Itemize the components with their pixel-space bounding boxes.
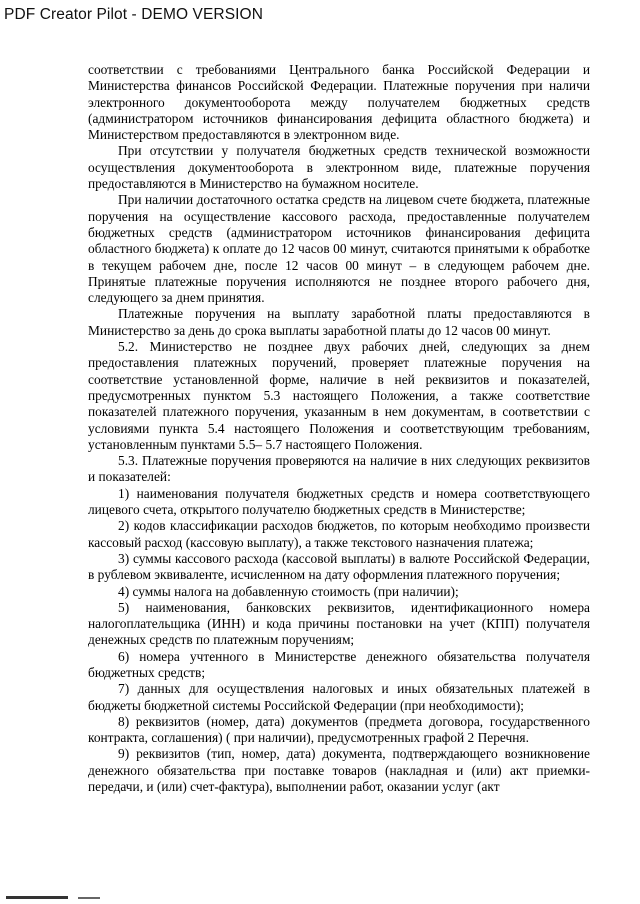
pdf-creator-watermark: PDF Creator Pilot - DEMO VERSION xyxy=(4,6,263,23)
scan-edge-mark-secondary xyxy=(78,897,100,899)
paragraph-no-technical-capability: При отсутствии у получателя бюджетных средств технической возможности осуществления документооборота в электронном виде, платежные поручения предоставляются в Министерство на бумажном носителе. xyxy=(88,143,590,192)
list-item-7: 7) данных для осуществления налоговых и иных обязательных платежей в бюджеты бюджетной системы Российской Федерации (при необходимости); xyxy=(88,681,590,713)
list-item-5: 5) наименования, банковских реквизитов, идентификационного номера налогоплательщика (ИНН) и кода причины постановки на учет (КПП) получателя денежных средств по платежным поручениям; xyxy=(88,599,590,648)
paragraph-5-2: 5.2. Министерство не позднее двух рабочих дней, следующих за днем предоставления платежных поручений, проверяет платежные поручения на соответствие установленной форме, наличие в ней реквизитов и показателей, предусмотренных пунктом 5.3 настоящего Положения, а также соответствие показателей платежного поручения, указанным в нем документам, в соответствии с условиями пункта 5.4 настоящего Положения и соответствующим требованиям, установленным пунктами 5.5– 5.7 настоящего Положения. xyxy=(88,339,590,452)
list-item-9: 9) реквизитов (тип, номер, дата) документа, подтверждающего возникновение денежного обязательства при поставке товаров (накладная и (или) акт приемки-передачи, и (или) счет-фактура), выполнении работ, оказании услуг (акт xyxy=(88,746,590,795)
list-item-1: 1) наименования получателя бюджетных средств и номера соответствующего лицевого счета, открытого получателю бюджетных средств в Министерстве; xyxy=(88,485,590,518)
paragraph-sufficient-balance: При наличии достаточного остатка средств на лицевом счете бюджета, платежные поручения на осуществление кассового расхода, предоставленные получателем бюджетных средств (администратором источников финансирования дефицита областного бюджета) к оплате до 12 часов 00 минут, считаются принятыми к обработке в текущем рабочем дне, после 12 часов 00 минут – в следующем рабочем дне. Принятые платежные поручения исполняются не позднее второго рабочего дня, следующего за днем принятия. xyxy=(88,192,590,306)
paragraph-salary-payments: Платежные поручения на выплату заработной платы предоставляются в Министерство за день до срока выплаты заработной платы до 12 часов 00 минут. xyxy=(88,306,590,338)
list-item-8: 8) реквизитов (номер, дата) документов (предмета договора, государственного контракта, соглашения) ( при наличии), предусмотренных графой 2 Перечня. xyxy=(88,713,590,746)
list-item-6: 6) номера учтенного в Министерстве денежного обязательства получателя бюджетных средств; xyxy=(88,648,590,680)
scan-edge-mark xyxy=(6,896,68,899)
paragraph-5-3: 5.3. Платежные поручения проверяются на наличие в них следующих реквизитов и показателей: xyxy=(88,453,590,485)
document-body xyxy=(88,62,590,795)
list-item-4: 4) суммы налога на добавленную стоимость (при наличии); xyxy=(118,583,459,599)
paragraph-continuation: соответствии с требованиями Центрального банка Российской Федерации и Министерства финансов Российской Федерации. Платежные поручения при наличи электронного документооборота между получателем бюджетных средств (администратором источников финансирования дефицита областного бюджета) и Министерством предоставляются в электронном виде. xyxy=(88,62,590,143)
list-item-2: 2) кодов классификации расходов бюджетов, по которым необходимо произвести кассовый расход (кассовую выплату), а также текстового назначения платежа; xyxy=(88,518,590,550)
list-item-3: 3) суммы кассового расхода (кассовой выплаты) в валюте Российской Федерации, в рублевом эквиваленте, исчисленном на дату оформления платежного поручения; xyxy=(88,550,590,583)
